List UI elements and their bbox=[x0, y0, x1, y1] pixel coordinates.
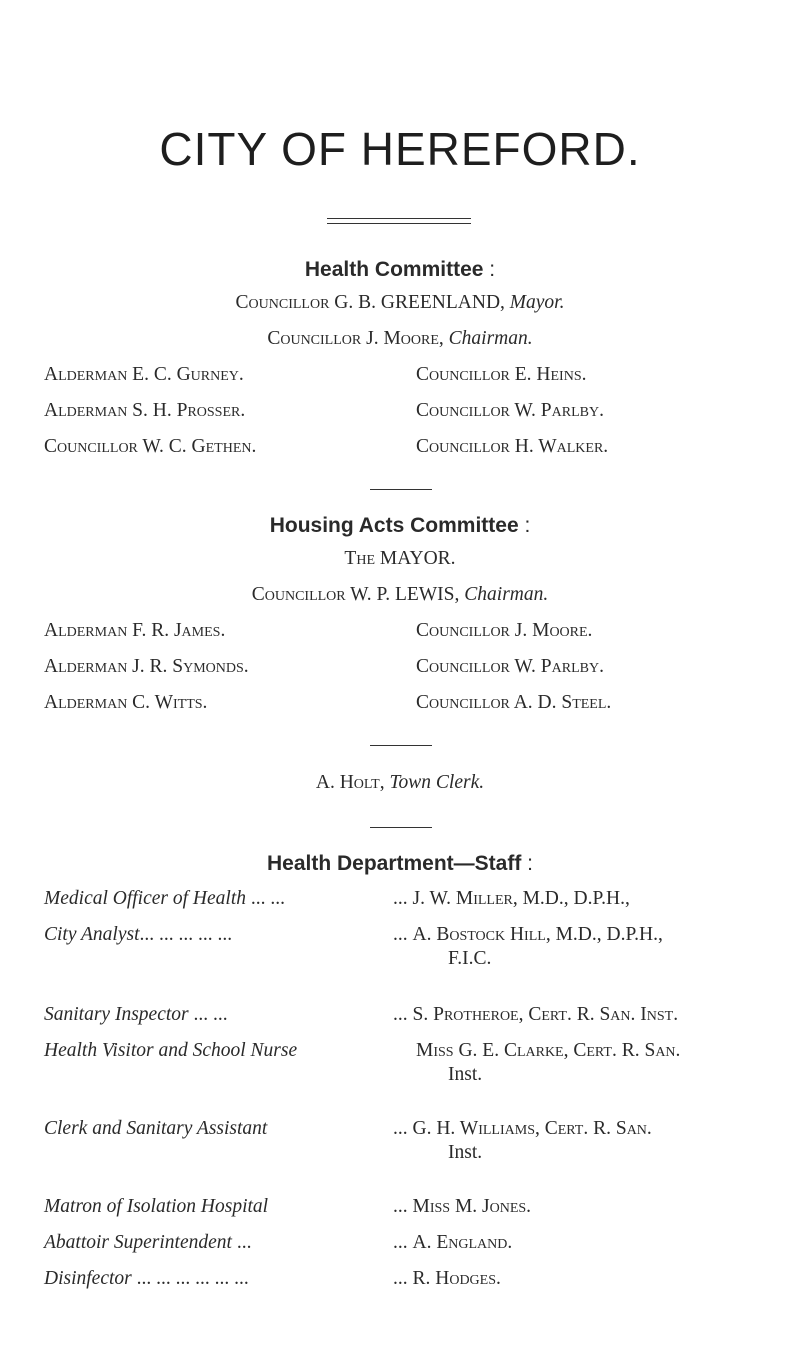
staff-role: City Analyst... ... ... ... ... bbox=[44, 924, 233, 945]
staff-name: ... A. England. bbox=[393, 1232, 513, 1253]
title-double-rule bbox=[327, 218, 471, 224]
housing-member: Councillor A. D. Steel. bbox=[416, 692, 612, 713]
health-member: Councillor W. C. Gethen. bbox=[44, 436, 257, 457]
staff-role: Medical Officer of Health ... ... bbox=[44, 888, 285, 909]
section-divider bbox=[370, 489, 432, 490]
staff-role: Sanitary Inspector ... ... bbox=[44, 1004, 228, 1025]
housing-committee-heading: Housing Acts Committee : bbox=[269, 514, 531, 537]
health-member: Councillor W. Parlby. bbox=[416, 400, 604, 421]
health-member: Councillor H. Walker. bbox=[416, 436, 609, 457]
section-divider bbox=[370, 827, 432, 828]
staff-role: Disinfector ... ... ... ... ... ... bbox=[44, 1268, 249, 1289]
staff-heading: Health Department—Staff : bbox=[266, 852, 534, 875]
housing-committee-mayor: The MAYOR. bbox=[344, 548, 456, 569]
section-divider bbox=[370, 745, 432, 746]
housing-member: Alderman C. Witts. bbox=[44, 692, 208, 713]
housing-committee-chairman: Councillor W. P. LEWIS, Chairman. bbox=[251, 584, 549, 605]
housing-member: Alderman J. R. Symonds. bbox=[44, 656, 249, 677]
health-member: Councillor E. Heins. bbox=[416, 364, 587, 385]
staff-name: ... A. Bostock Hill, M.D., D.P.H., bbox=[393, 924, 663, 945]
staff-name-continued: F.I.C. bbox=[448, 948, 492, 969]
staff-role: Health Visitor and School Nurse bbox=[44, 1040, 298, 1061]
staff-name: ... J. W. Miller, M.D., D.P.H., bbox=[393, 888, 630, 909]
housing-member: Alderman F. R. James. bbox=[44, 620, 226, 641]
staff-name: ... G. H. Williams, Cert. R. San. bbox=[393, 1118, 652, 1139]
staff-name: ... Miss M. Jones. bbox=[393, 1196, 532, 1217]
staff-name-continued: Inst. bbox=[448, 1142, 483, 1163]
staff-name: ... R. Hodges. bbox=[393, 1268, 501, 1289]
page-title: CITY OF HEREFORD. bbox=[159, 123, 641, 175]
housing-member: Councillor W. Parlby. bbox=[416, 656, 604, 677]
town-clerk: A. Holt, Town Clerk. bbox=[315, 772, 485, 793]
health-member: Alderman E. C. Gurney. bbox=[44, 364, 244, 385]
health-committee-heading: Health Committee : bbox=[304, 258, 496, 281]
staff-name: Miss G. E. Clarke, Cert. R. San. bbox=[416, 1040, 681, 1061]
health-committee-mayor: Councillor G. B. GREENLAND, Mayor. bbox=[235, 292, 565, 313]
health-member: Alderman S. H. Prosser. bbox=[44, 400, 246, 421]
housing-member: Councillor J. Moore. bbox=[416, 620, 593, 641]
staff-role: Clerk and Sanitary Assistant bbox=[44, 1118, 268, 1139]
staff-name-continued: Inst. bbox=[448, 1064, 483, 1085]
staff-role: Matron of Isolation Hospital bbox=[44, 1196, 269, 1217]
health-committee-chairman: Councillor J. Moore, Chairman. bbox=[267, 328, 533, 349]
staff-role: Abattoir Superintendent ... bbox=[44, 1232, 252, 1253]
staff-name: ... S. Protheroe, Cert. R. San. Inst. bbox=[393, 1004, 679, 1025]
